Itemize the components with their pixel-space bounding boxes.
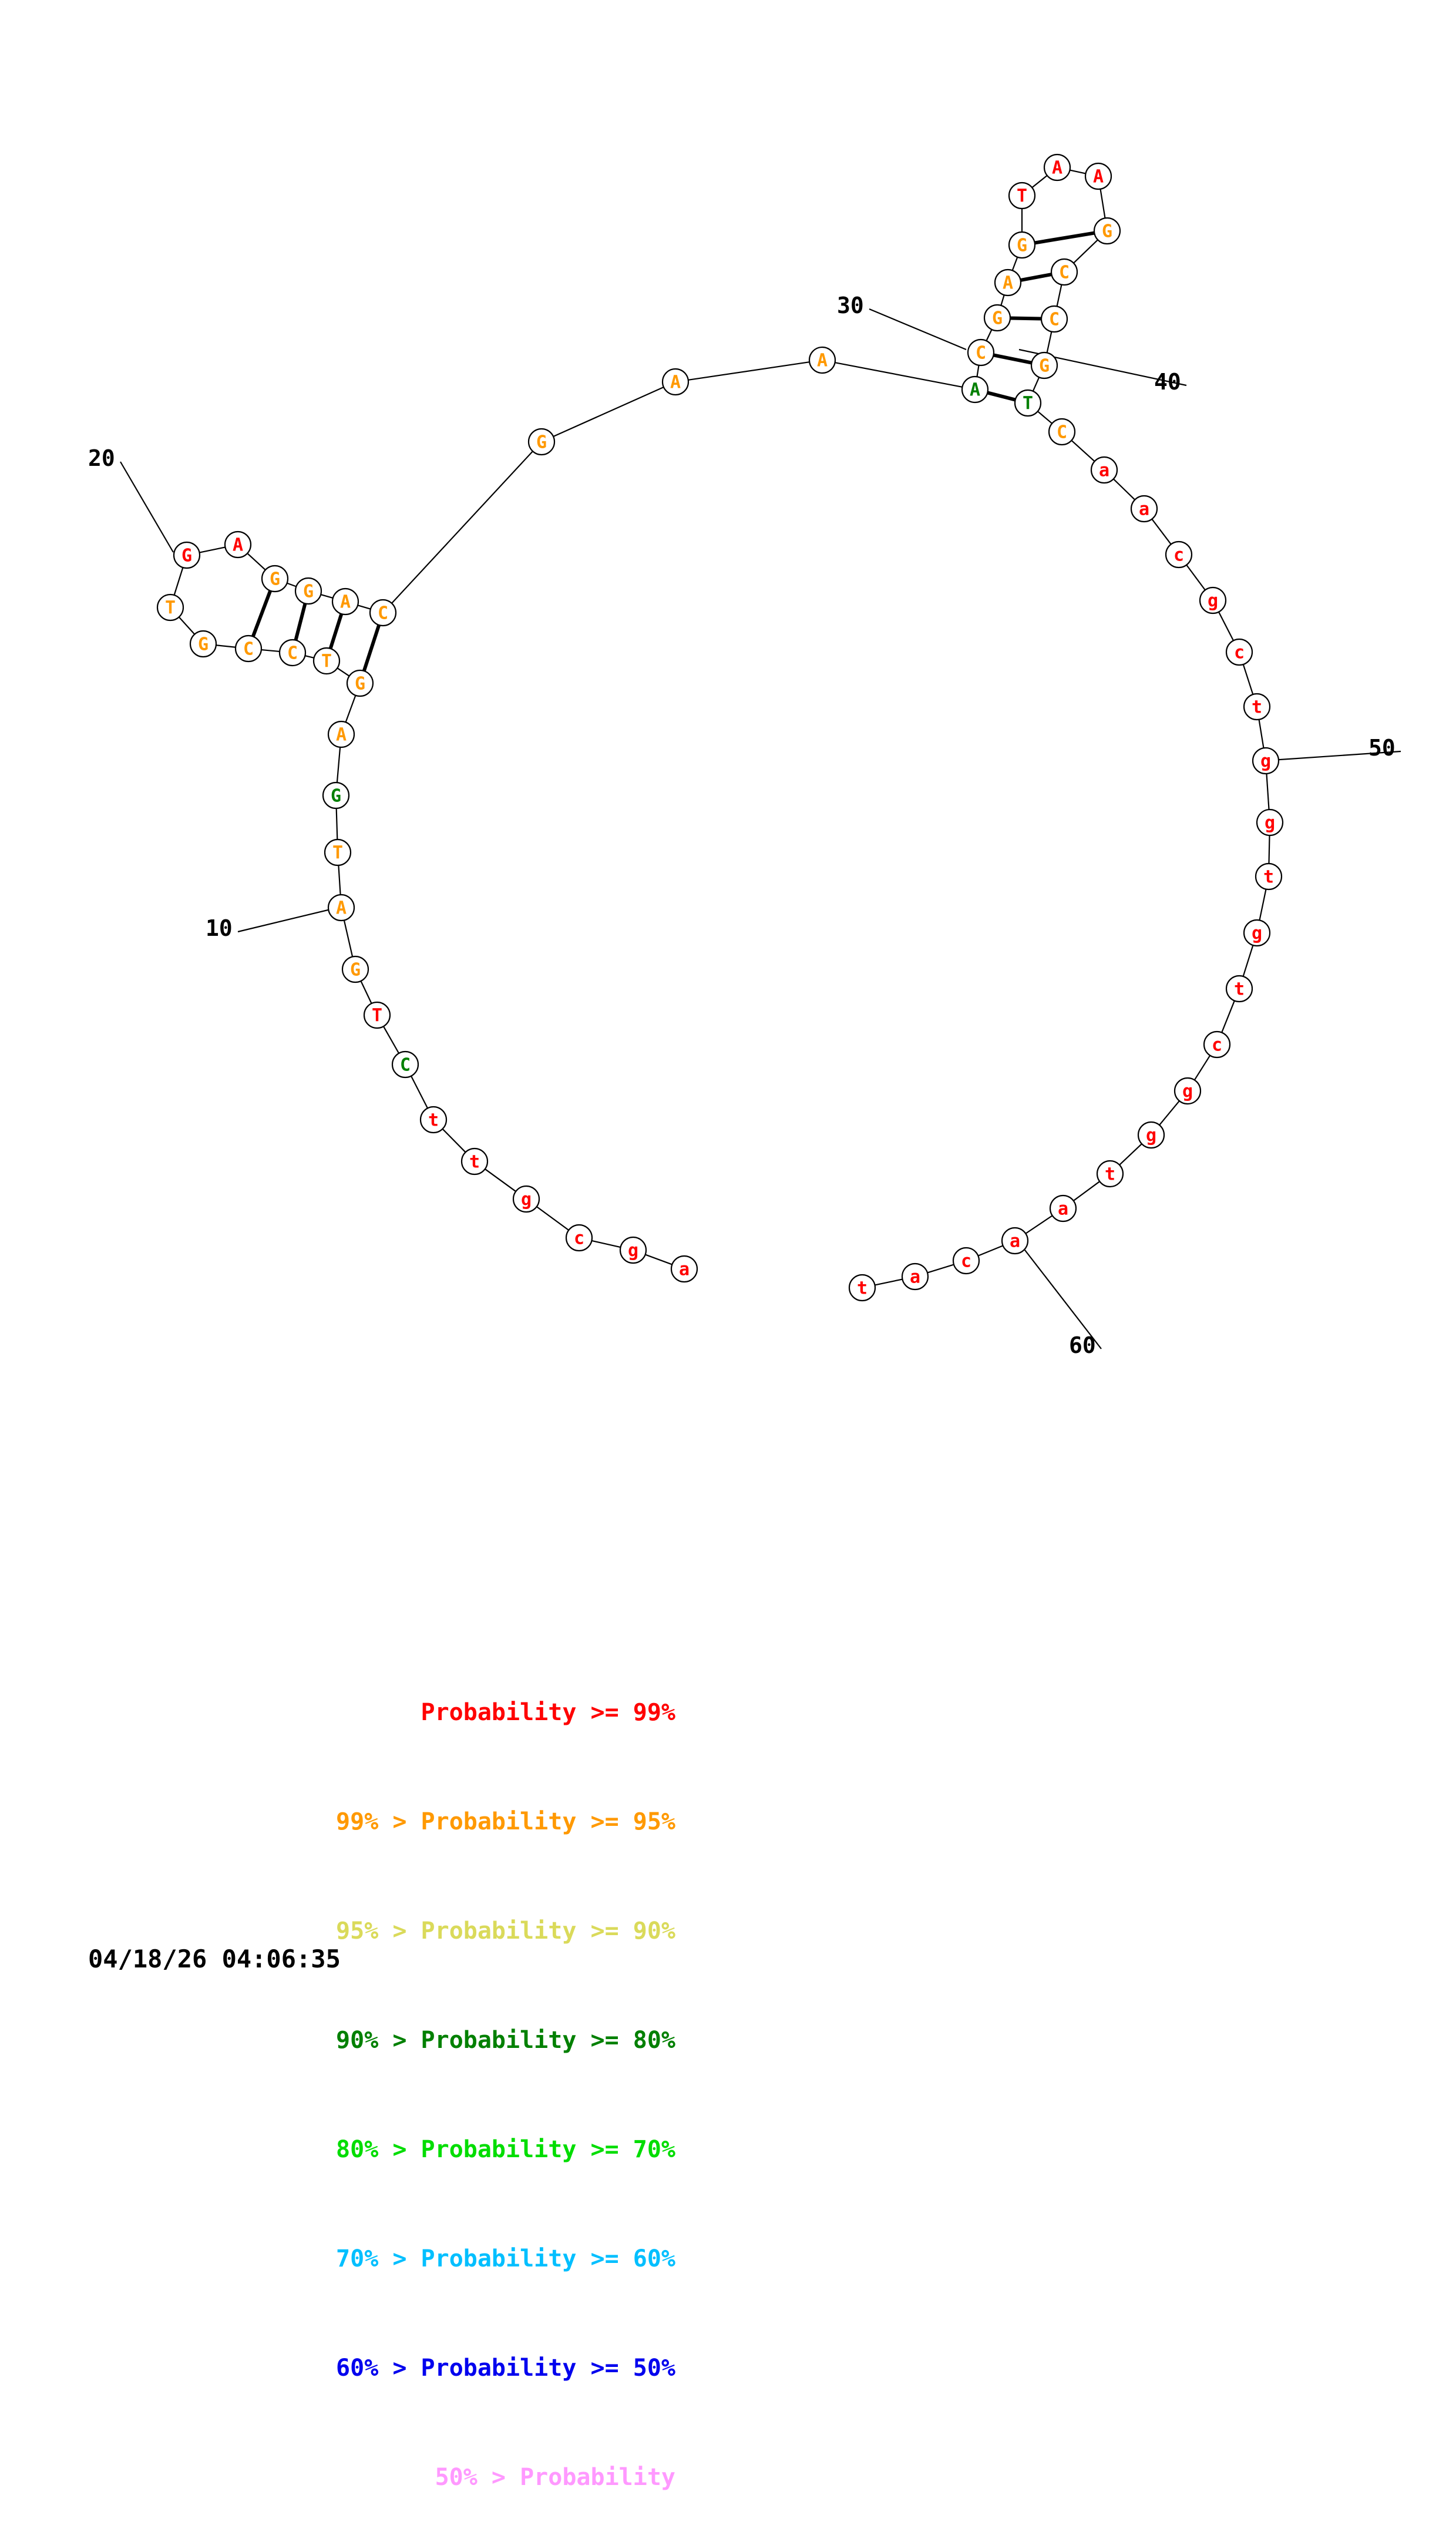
- base-node: [1097, 1161, 1123, 1187]
- legend-label-4: 80% > Probability >= 70%: [336, 2136, 675, 2163]
- backbone-link: [1057, 285, 1062, 307]
- base-letter: G: [1038, 355, 1050, 377]
- backbone-link: [200, 547, 226, 552]
- backbone-link: [1222, 1000, 1235, 1032]
- base-node: [462, 1149, 487, 1174]
- base-node: [174, 542, 200, 568]
- backbone-link: [321, 595, 333, 598]
- base-letter: C: [1058, 262, 1070, 283]
- base-letter: C: [1056, 422, 1068, 443]
- backbone-link: [216, 645, 236, 647]
- base-node: [236, 636, 261, 661]
- base-letter: C: [243, 639, 254, 660]
- base-letter: C: [399, 1055, 411, 1076]
- backbone-link: [305, 656, 314, 658]
- base-letter: G: [197, 634, 209, 655]
- base-node: [1031, 352, 1057, 378]
- base-node: [314, 648, 339, 674]
- backbone-link: [179, 617, 195, 634]
- backbone-link: [1266, 774, 1269, 810]
- backbone-link: [1114, 479, 1135, 499]
- base-node: [1131, 496, 1157, 522]
- legend-label-0: Probability >= 99%: [421, 1699, 675, 1726]
- legend-row: [88, 1804, 675, 1840]
- base-node: [962, 377, 988, 402]
- base-node: [1166, 542, 1192, 567]
- base-letter: c: [1233, 642, 1245, 663]
- base-node: [328, 721, 354, 747]
- legend-label-3: 90% > Probability >= 80%: [336, 2027, 675, 2054]
- base-node: [902, 1264, 928, 1289]
- legend-row: [88, 2459, 675, 2496]
- base-node: [809, 347, 835, 373]
- position-number-label: 60: [1069, 1332, 1096, 1358]
- base-node: [953, 1248, 979, 1274]
- base-node: [332, 589, 358, 614]
- position-number-label: 40: [1154, 369, 1181, 395]
- backbone-link: [287, 583, 297, 587]
- base-letter: c: [1173, 545, 1185, 566]
- base-node: [1256, 864, 1282, 889]
- base-letter: G: [536, 432, 547, 453]
- base-pair-link: [253, 591, 270, 637]
- backbone-link: [1259, 889, 1266, 921]
- base-node: [1051, 259, 1077, 285]
- base-node: [325, 839, 351, 865]
- base-letter: G: [269, 569, 281, 590]
- base-pair-link: [994, 355, 1032, 362]
- base-node: [663, 369, 688, 395]
- base-pair-link: [295, 603, 305, 640]
- backbone-link: [392, 451, 533, 603]
- base-node: [262, 566, 288, 592]
- base-node: [1041, 306, 1067, 332]
- legend-label-2: 95% > Probability >= 90%: [336, 1918, 675, 1945]
- base-letter: c: [960, 1251, 972, 1272]
- base-letter: C: [287, 643, 298, 664]
- base-letter: A: [1051, 157, 1063, 179]
- base-node: [1050, 1196, 1076, 1221]
- backbone-link: [337, 808, 338, 839]
- base-letter: a: [1057, 1198, 1069, 1220]
- base-letter: c: [1211, 1035, 1223, 1056]
- base-letter: t: [428, 1110, 439, 1131]
- base-node: [364, 1002, 390, 1028]
- legend-row: [88, 2022, 675, 2058]
- base-letter: T: [1016, 186, 1028, 207]
- base-node: [1009, 232, 1035, 258]
- base-letter: G: [1101, 221, 1113, 242]
- base-letter: t: [1263, 867, 1275, 888]
- base-letter: t: [856, 1278, 868, 1299]
- base-letter: G: [302, 581, 314, 602]
- base-letter: t: [1104, 1164, 1116, 1185]
- backbone-link: [411, 1076, 428, 1109]
- base-node: [1175, 1078, 1201, 1104]
- backbone-link: [1243, 945, 1253, 976]
- base-node: [1226, 639, 1252, 665]
- base-letter: A: [232, 535, 244, 556]
- backbone-link: [1152, 519, 1171, 545]
- base-node: [1091, 457, 1117, 483]
- base-letter: a: [1098, 460, 1110, 481]
- base-node: [295, 578, 321, 604]
- backbone-link: [537, 1207, 569, 1230]
- backbone-link: [1038, 411, 1052, 424]
- base-letter: T: [1022, 393, 1034, 414]
- base-letter: G: [181, 545, 193, 566]
- base-letter: t: [1251, 697, 1263, 718]
- base-node: [995, 270, 1021, 295]
- backbone-link: [1259, 720, 1264, 748]
- position-number-label: 50: [1368, 735, 1396, 761]
- base-node: [392, 1052, 418, 1077]
- base-letter: t: [1233, 979, 1245, 1000]
- base-letter: a: [1138, 499, 1150, 520]
- backbone-link: [1001, 295, 1004, 305]
- base-node: [157, 595, 183, 620]
- base-node: [620, 1237, 646, 1263]
- legend-label-5: 70% > Probability >= 60%: [336, 2245, 675, 2272]
- backbone-link: [337, 668, 349, 676]
- base-node: [513, 1186, 539, 1212]
- backbone-link: [1025, 1215, 1052, 1233]
- base-node: [1204, 1032, 1230, 1057]
- base-node: [421, 1107, 446, 1133]
- base-letter: T: [332, 842, 344, 864]
- base-pair-link: [364, 625, 379, 671]
- backbone-link: [1219, 612, 1233, 641]
- base-node: [342, 956, 368, 982]
- base-node: [1257, 810, 1283, 835]
- base-node: [323, 783, 349, 808]
- base-node: [225, 532, 251, 558]
- base-node: [1244, 694, 1270, 720]
- backbone-link: [1195, 1056, 1210, 1080]
- base-node: [1244, 920, 1270, 946]
- backbone-link: [1033, 377, 1039, 391]
- base-pair-link: [1035, 233, 1095, 243]
- legend-row: [88, 1694, 675, 1731]
- backbone-link: [591, 1241, 620, 1247]
- base-node: [849, 1275, 875, 1301]
- backbone-link: [1013, 257, 1018, 271]
- base-node: [347, 670, 373, 696]
- backbone-link: [358, 605, 371, 609]
- backbone-link: [384, 1026, 399, 1053]
- base-node: [1002, 1228, 1028, 1254]
- backbone-link: [688, 362, 809, 380]
- base-node: [1044, 155, 1070, 180]
- backbone-link: [1032, 176, 1047, 188]
- legend-row: [88, 2131, 675, 2168]
- base-letter: a: [1009, 1231, 1021, 1252]
- base-node: [1200, 587, 1226, 613]
- number-leader-line: [120, 462, 173, 552]
- backbone-link: [927, 1265, 954, 1273]
- base-letter: g: [1182, 1081, 1193, 1102]
- legend-label-1: 99% > Probability >= 95%: [336, 1808, 675, 1835]
- base-letter: G: [349, 959, 361, 980]
- base-letter: g: [520, 1189, 532, 1210]
- backbone-link: [337, 747, 340, 783]
- base-node: [1226, 976, 1252, 1002]
- backbone-link: [553, 387, 664, 436]
- base-letter: A: [339, 592, 351, 613]
- base-letter: G: [991, 308, 1003, 329]
- backbone-link: [835, 362, 963, 387]
- backbone-link: [247, 553, 265, 570]
- base-letter: G: [1016, 235, 1028, 256]
- base-node: [190, 631, 216, 657]
- legend-row: [88, 2241, 675, 2277]
- base-letter: c: [573, 1228, 585, 1249]
- base-letter: t: [469, 1151, 480, 1173]
- backbone-link: [485, 1169, 516, 1191]
- backbone-link: [1186, 565, 1205, 590]
- backbone-link: [1159, 1101, 1179, 1125]
- base-node: [1015, 390, 1041, 416]
- backbone-link: [1101, 189, 1105, 219]
- base-node: [1094, 218, 1120, 244]
- backbone-link: [1074, 240, 1098, 263]
- base-node: [1085, 163, 1111, 189]
- number-leader-line: [238, 908, 338, 932]
- position-number-label: 10: [206, 915, 233, 941]
- base-letter: A: [1092, 166, 1104, 187]
- base-letter: a: [909, 1267, 921, 1288]
- base-letter: g: [627, 1240, 639, 1261]
- legend-label-7: 50% > Probability: [435, 2464, 675, 2491]
- backbone-link: [1047, 332, 1052, 353]
- position-number-labels: [88, 293, 1396, 1358]
- number-leader-line: [869, 309, 966, 350]
- backbone-link: [261, 650, 280, 652]
- backbone-link: [361, 981, 371, 1003]
- backbone-link: [1243, 664, 1253, 694]
- base-letter: A: [670, 372, 681, 393]
- base-letter: T: [371, 1005, 383, 1026]
- base-node: [328, 895, 354, 921]
- base-node: [280, 640, 305, 666]
- base-letter: C: [975, 342, 987, 364]
- base-letter: C: [377, 603, 389, 624]
- timestamp: 04/18/26 04:06:35: [88, 1945, 341, 1973]
- base-letter: T: [321, 651, 332, 672]
- base-node: [671, 1256, 697, 1282]
- backbone-link: [645, 1255, 672, 1265]
- base-node: [1138, 1122, 1164, 1148]
- base-letter: C: [1048, 309, 1060, 330]
- base-pair-link: [1021, 274, 1052, 280]
- legend-row: [88, 1913, 675, 1949]
- position-number-label: 20: [88, 445, 115, 471]
- backbone-link: [174, 567, 183, 595]
- base-letter: G: [354, 673, 366, 694]
- base-letter: g: [1264, 812, 1276, 834]
- base-node: [370, 600, 396, 626]
- base-pair-link: [331, 614, 342, 649]
- backbone-link: [344, 920, 352, 956]
- base-letter: g: [1260, 751, 1272, 772]
- base-letter: A: [335, 724, 347, 746]
- base-letter: G: [330, 785, 342, 807]
- base-node: [1009, 183, 1035, 209]
- base-letter: A: [335, 898, 347, 919]
- base-pair-link: [987, 392, 1015, 399]
- backbone-link: [346, 696, 356, 723]
- backbone-link: [338, 865, 340, 895]
- base-letter: A: [816, 350, 828, 371]
- backbone-link: [1074, 1181, 1100, 1201]
- backbone-link: [1119, 1144, 1142, 1165]
- number-leader-lines: [120, 309, 1401, 1349]
- base-letter: g: [1251, 923, 1263, 944]
- base-nodes: [157, 155, 1283, 1301]
- backbone-link: [986, 330, 991, 341]
- backbone-link: [875, 1280, 903, 1285]
- backbone-link: [1070, 170, 1086, 174]
- base-letter: A: [1002, 273, 1014, 294]
- base-node: [1049, 419, 1075, 445]
- base-node: [529, 429, 554, 455]
- base-node: [984, 305, 1010, 331]
- base-node: [1253, 748, 1279, 774]
- legend-row: [88, 2350, 675, 2386]
- base-node: [968, 340, 994, 365]
- backbone-link: [442, 1129, 465, 1153]
- legend-label-6: 60% > Probability >= 50%: [336, 2355, 675, 2382]
- base-letter: A: [969, 380, 981, 401]
- backbone-link: [978, 1245, 1003, 1255]
- base-letter: g: [1145, 1125, 1157, 1146]
- base-node: [566, 1225, 592, 1251]
- base-letter: g: [1207, 590, 1219, 612]
- position-number-label: 30: [837, 293, 864, 318]
- backbone-link: [977, 365, 978, 377]
- base-letter: a: [678, 1259, 690, 1280]
- backbone-link: [1071, 441, 1094, 462]
- base-letter: T: [164, 597, 176, 619]
- probability-legend: [88, 1621, 675, 2532]
